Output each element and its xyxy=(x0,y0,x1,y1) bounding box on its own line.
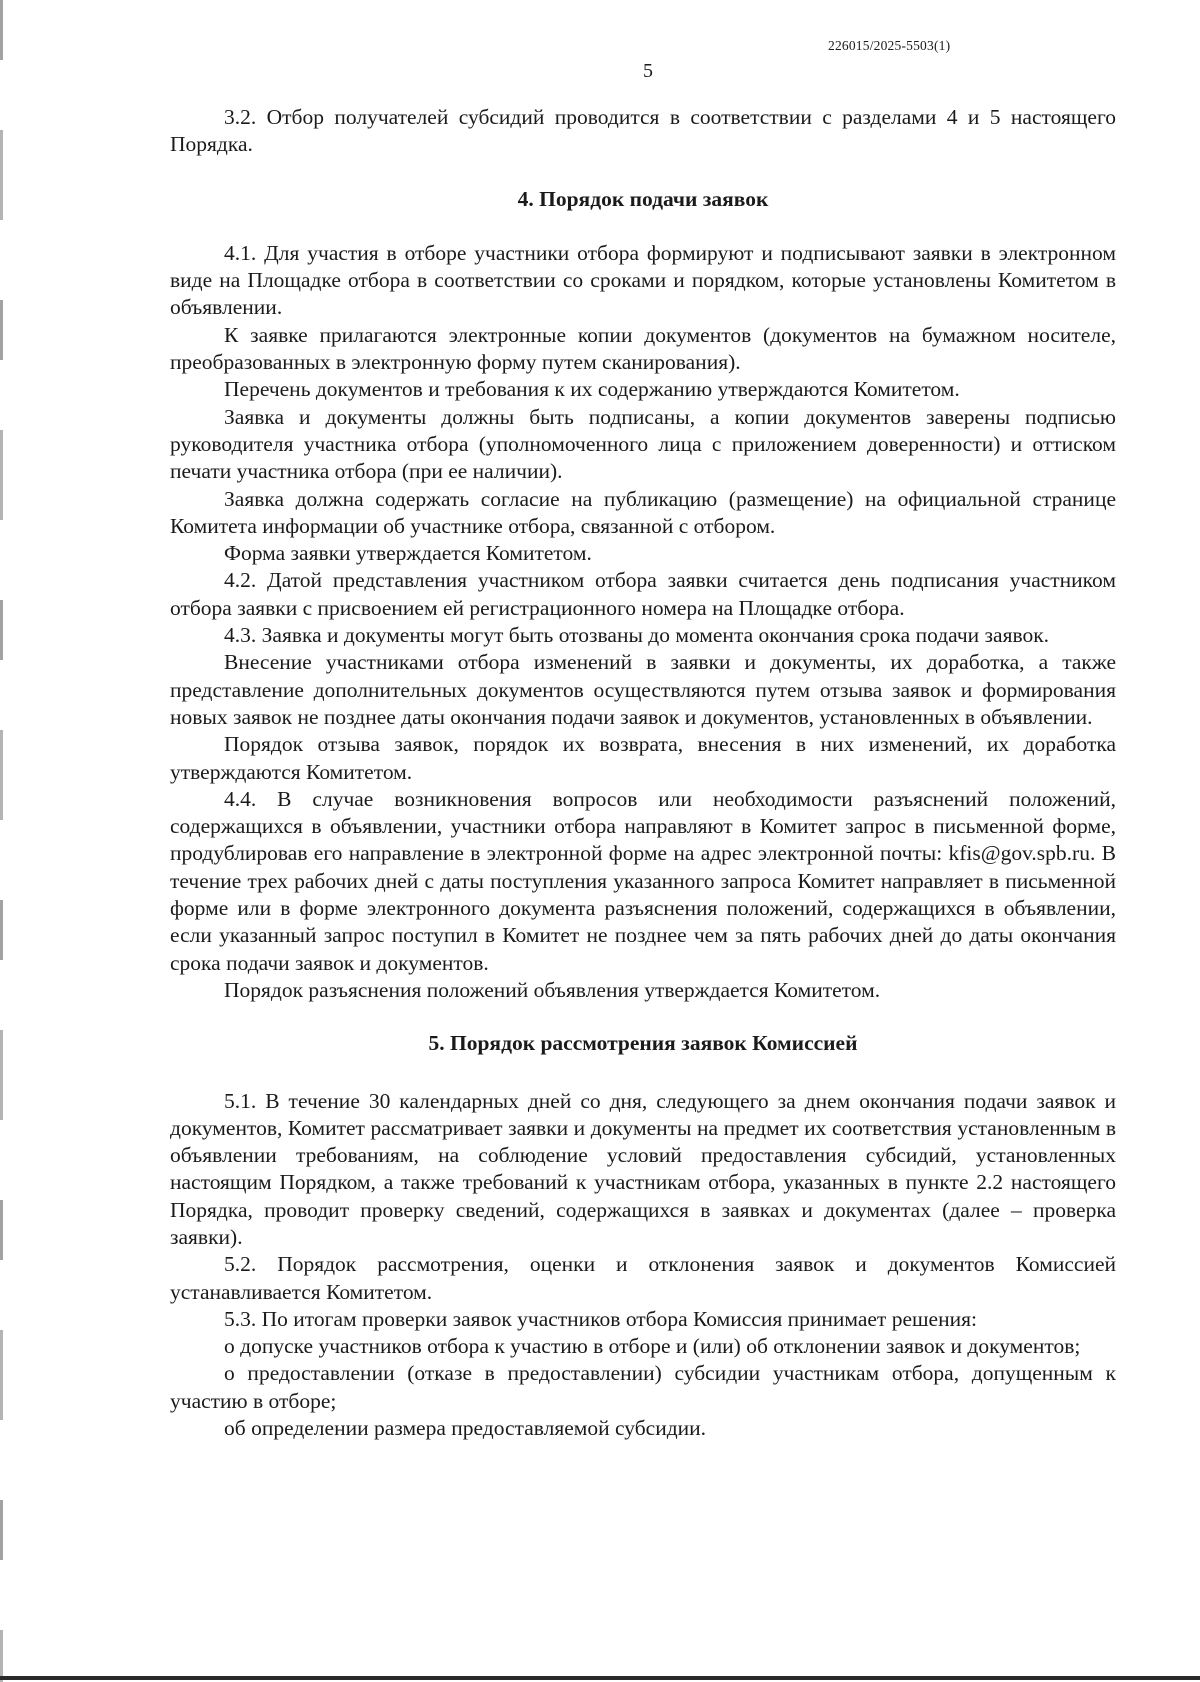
paragraph-5-1: 5.1. В течение 30 календарных дней со дня, следующего за днем окончания подачи заявок и документов, Комитет рассматривает заявки и документы на предмет их соответствия установленным в объявлении требованиям, на соблюдение условий предоставления субсидий, установленных настоящим Порядком, а также требований к участникам отбора, указанных в пункте 2.2 настоящего Порядка, проводит проверку сведений, содержащихся в заявках и документах (далее – проверка заявки). xyxy=(170,1088,1116,1249)
paragraph-document-list: Перечень документов и требования к их содержанию утверждаются Комитетом. xyxy=(224,377,960,402)
scan-edge-left xyxy=(0,0,3,1682)
document-body xyxy=(170,104,1116,1442)
paragraph-5-3: 5.3. По итогам проверки заявок участников отбора Комиссия принимает решения: xyxy=(224,1306,977,1331)
page-number: 5 xyxy=(643,60,653,82)
paragraph-decision-subsidy: о предоставлении (отказе в предоставлении) субсидии участникам отбора, допущенным к участию в отборе; xyxy=(170,1361,1116,1413)
paragraph-attachments: К заявке прилагаются электронные копии документов (документов на бумажном носителе, преобразованных в электронную форму путем сканирования). xyxy=(170,322,1116,375)
paragraph-decision-admission: о допуске участников отбора к участию в отборе и (или) об отклонении заявок и документов; xyxy=(224,1334,1081,1359)
document-number: 226015/2025-5503(1) xyxy=(828,38,951,53)
paragraph-changes: Внесение участниками отбора изменений в заявки и документы, их доработка, а также представление дополнительных документов осуществляются путем отзыва заявок и формирования новых заявок не позднее даты окончания подачи заявок и документов, установленных в объявлении. xyxy=(170,650,1116,729)
paragraph-4-4: 4.4. В случае возникновения вопросов или необходимости разъяснений положений, содержащихся в объявлении, участники отбора направляют в Комитет запрос в письменной форме, продублировав его направление в электронной форме на адрес электронной почты: kfis@gov.spb.ru. В течение трех рабочих дней с даты поступления указанного запроса Комитет направляет в письменной форме или в форме электронного документа разъяснения положений, содержащихся в объявлении, если указанный запрос поступил в Комитет не позднее чем за пять рабочих дней до даты окончания срока подачи заявок и документов. xyxy=(170,786,1116,975)
paragraph-decision-amount: об определении размера предоставляемой субсидии. xyxy=(224,1416,707,1441)
paragraph-4-3: 4.3. Заявка и документы могут быть отозваны до момента окончания срока подачи заявок. xyxy=(224,623,1050,648)
paragraph-signatures: Заявка и документы должны быть подписаны, а копии документов заверены подписью руководителя участника отбора (уполномоченного лица с приложением доверенности) и оттиском печати участника отбора (при ее наличии). xyxy=(170,404,1116,484)
paragraph-withdrawal-order: Порядок отзыва заявок, порядок их возврата, внесения в них изменений, их доработка утверждаются Комитетом. xyxy=(170,732,1116,784)
paragraph-4-1: 4.1. Для участия в отборе участники отбора формируют и подписывают заявки в электронном виде на Площадке отбора в соответствии со сроками и порядком, которые установлены Комитетом в объявлении. xyxy=(170,240,1116,320)
paragraph-publication-consent: Заявка должна содержать согласие на публикацию (размещение) на официальной странице Комитета информации об участнике отбора, связанной с отбором. xyxy=(170,486,1116,538)
paragraph-clarification-order: Порядок разъяснения положений объявления утверждается Комитетом. xyxy=(224,977,881,1002)
paragraph-application-form: Форма заявки утверждается Комитетом. xyxy=(224,541,592,566)
scan-edge-bottom xyxy=(0,1676,1200,1680)
paragraph-5-2: 5.2. Порядок рассмотрения, оценки и отклонения заявок и документов Комиссией устанавливается Комитетом. xyxy=(170,1252,1116,1304)
paragraph-4-2: 4.2. Датой представления участником отбора заявки считается день подписания участником отбора заявки с присвоением ей регистрационного номера на Площадке отбора. xyxy=(170,568,1116,620)
section-4-heading: 4. Порядок подачи заявок xyxy=(517,186,769,211)
section-5-heading: 5. Порядок рассмотрения заявок Комиссией xyxy=(428,1031,858,1056)
paragraph-3-2: 3.2. Отбор получателей субсидий проводится в соответствии с разделами 4 и 5 настоящего Порядка. xyxy=(170,105,1116,157)
